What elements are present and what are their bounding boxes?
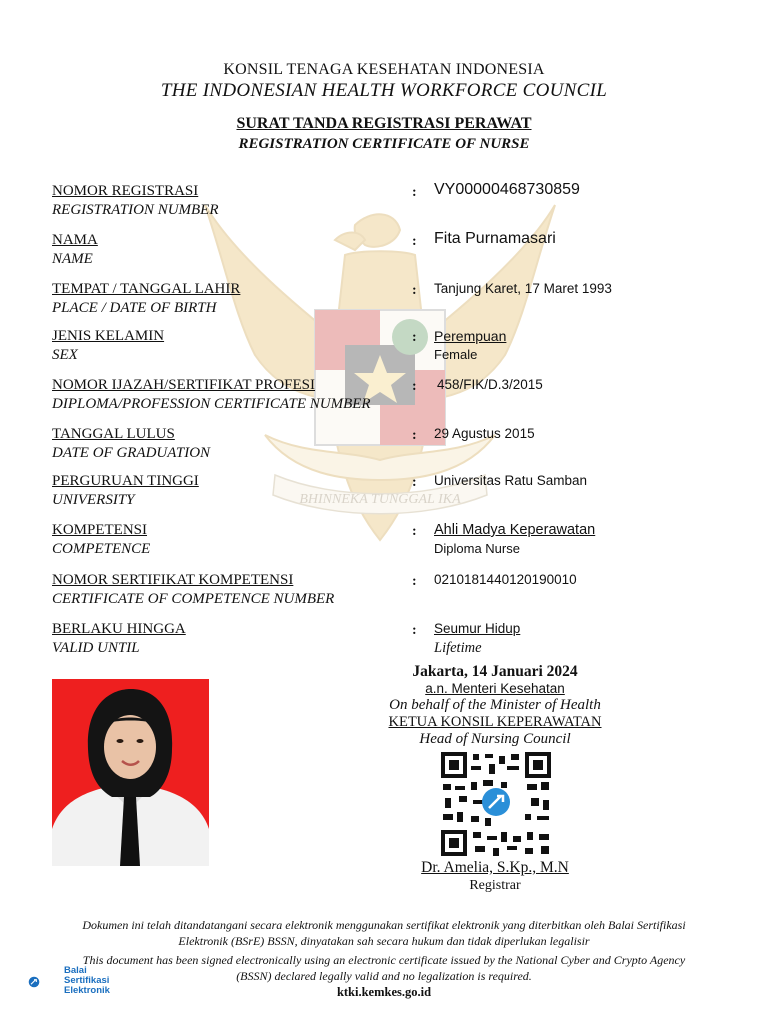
bsre-text-line2: Sertifikasi xyxy=(64,975,110,986)
field-value: 458/FIK/D.3/2015 xyxy=(437,377,543,392)
field-colon: : xyxy=(412,379,417,394)
document-title-id: SURAT TANDA REGISTRASI PERAWAT xyxy=(236,115,532,132)
field-competence-certificate xyxy=(52,572,732,612)
field-diploma-number xyxy=(52,377,732,417)
field-colon: : xyxy=(412,428,417,443)
field-value: Ahli Madya Keperawatan xyxy=(434,522,596,538)
field-label: NOMOR IJAZAH/SERTIFIKAT PROFESI xyxy=(52,377,316,393)
field-name xyxy=(52,232,732,272)
field-label: JENIS KELAMIN xyxy=(52,328,165,344)
council-name-id: KONSIL TENAGA KESEHATAN INDONESIA xyxy=(223,61,545,78)
field-colon: : xyxy=(412,623,417,638)
signatory-name: Dr. Amelia, S.Kp., M.N xyxy=(421,859,569,876)
signature-position-id: KETUA KONSIL KEPERAWATAN xyxy=(388,714,602,730)
signature-on-behalf-id: a.n. Menteri Kesehatan xyxy=(425,681,565,696)
footer-note-id-line2: Elektronik (BSrE) BSSN, dinyatakan sah secara hukum dan tidak diperlukan legalisir xyxy=(178,934,590,948)
field-sublabel: CERTIFICATE OF COMPETENCE NUMBER xyxy=(52,591,335,607)
field-colon: : xyxy=(412,475,417,490)
website-link[interactable]: ktki.kemkes.go.id xyxy=(336,985,432,999)
field-colon: : xyxy=(412,185,417,200)
field-sublabel: REGISTRATION NUMBER xyxy=(52,202,219,218)
field-label: NOMOR SERTIFIKAT KOMPETENSI xyxy=(52,572,294,588)
field-colon: : xyxy=(412,283,417,298)
bsre-text-line1: Balai xyxy=(64,965,87,976)
field-value-en: Lifetime xyxy=(434,640,482,656)
signature-position-en: Head of Nursing Council xyxy=(419,731,571,747)
field-value: Seumur Hidup xyxy=(434,621,521,636)
field-valid-until xyxy=(52,621,732,661)
council-name-en: THE INDONESIAN HEALTH WORKFORCE COUNCIL xyxy=(160,80,608,101)
field-registration-number xyxy=(52,183,732,223)
field-value: VY00000468730859 xyxy=(434,181,580,198)
field-sublabel: NAME xyxy=(52,251,93,267)
footer-note-id xyxy=(0,917,768,949)
field-value-en: Diploma Nurse xyxy=(434,541,520,556)
person-avatar-icon xyxy=(52,679,209,866)
field-value: Fita Purnamasari xyxy=(434,230,556,247)
field-label: BERLAKU HINGGA xyxy=(52,621,186,637)
field-value: Tanjung Karet, 17 Maret 1993 xyxy=(434,281,612,296)
field-graduation-date xyxy=(52,426,732,466)
holder-photo xyxy=(52,679,209,866)
field-sublabel: UNIVERSITY xyxy=(52,492,135,508)
field-place-date-of-birth xyxy=(52,281,732,321)
field-label: TANGGAL LULUS xyxy=(52,426,175,442)
field-label: NOMOR REGISTRASI xyxy=(52,183,199,199)
field-value: 0210181440120190010 xyxy=(434,572,577,587)
field-competence xyxy=(52,522,732,562)
footer-note-id-line1: Dokumen ini telah ditandatangani secara elektronik menggunakan sertifikat elektronik yang diterbitkan oleh Balai Sertifikasi xyxy=(82,918,686,932)
field-university xyxy=(52,473,732,513)
field-label: PERGURUAN TINGGI xyxy=(52,473,199,489)
field-colon: : xyxy=(412,330,417,345)
field-colon: : xyxy=(412,234,417,249)
field-sublabel: DATE OF GRADUATION xyxy=(52,445,211,461)
field-sublabel: DIPLOMA/PROFESSION CERTIFICATE NUMBER xyxy=(52,396,371,412)
field-value: Perempuan xyxy=(434,328,507,344)
qr-code-icon xyxy=(441,752,551,856)
footer-note-en xyxy=(0,952,768,984)
signatory-role: Registrar xyxy=(469,878,521,893)
field-label: TEMPAT / TANGGAL LAHIR xyxy=(52,281,241,297)
field-value: 29 Agustus 2015 xyxy=(434,426,535,441)
field-label: NAMA xyxy=(52,232,98,248)
field-value: Universitas Ratu Samban xyxy=(434,473,588,488)
signature-on-behalf-en: On behalf of the Minister of Health xyxy=(389,697,601,713)
field-sublabel: VALID UNTIL xyxy=(52,640,140,656)
field-sublabel: SEX xyxy=(52,347,78,363)
field-colon: : xyxy=(412,524,417,539)
signature-date: Jakarta, 14 Januari 2024 xyxy=(412,663,578,680)
footer-note-en-line1: This document has been signed electronically using an electronic certificate issued by the National Cyber and Crypto Agency xyxy=(82,953,686,967)
field-sublabel: COMPETENCE xyxy=(52,541,151,557)
motto-text: BHINNEKA TUNGGAL IKA xyxy=(299,492,461,507)
field-value-en: Female xyxy=(434,347,478,362)
document-title-en: REGISTRATION CERTIFICATE OF NURSE xyxy=(238,136,530,152)
field-sex xyxy=(52,328,732,368)
field-sublabel: PLACE / DATE OF BIRTH xyxy=(52,300,217,316)
bsre-text-line3: Elektronik xyxy=(64,985,110,996)
field-colon: : xyxy=(412,574,417,589)
footer-note-en-line2: (BSSN) declared legally valid and no legalization is required. xyxy=(236,969,532,983)
field-label: KOMPETENSI xyxy=(52,522,148,538)
